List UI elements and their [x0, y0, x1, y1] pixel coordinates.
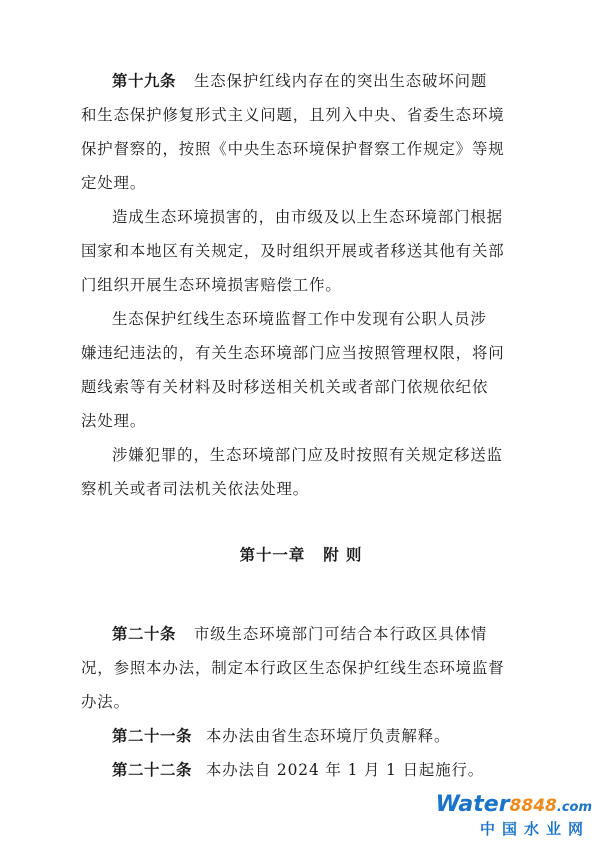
watermark-brand	[436, 792, 592, 821]
chapter-title: 附 则	[323, 546, 363, 564]
article-20-line-1	[81, 617, 521, 651]
article-19-para-2-line-3: 门组织开展生态环境损害赔偿工作。	[81, 276, 342, 294]
article-22-text: 本办法自 2024 年 1 月 1 日起施行。	[205, 761, 485, 779]
article-21-label: 第二十一条	[112, 727, 192, 745]
chapter-heading	[81, 538, 521, 572]
watermark-cn-name: 中国水业网	[479, 820, 590, 838]
article-19-para-4-line-1: 涉嫌犯罪的，生态环境部门应及时按照有关规定移送监	[112, 446, 503, 464]
article-19-para-3-line-1: 生态保护红线生态环境监督工作中发现有公职人员涉	[112, 310, 487, 328]
article-19-line-3: 保护督察的，按照《中央生态环境保护督察工作规定》等规	[81, 140, 505, 158]
article-22-line	[81, 753, 521, 787]
article-21-line	[81, 719, 521, 753]
article-20-line-3: 办法。	[81, 693, 130, 711]
article-20-label: 第二十条	[112, 625, 176, 643]
article-21-text: 本办法由省生态环境厅负责解释。	[205, 727, 451, 745]
article-19-line-2: 和生态保护修复形式主义问题，且列入中央、省委生态环境	[81, 106, 505, 124]
article-19-label: 第十九条	[112, 72, 176, 90]
article-19-para-3-line-3: 题线索等有关材料及时移送相关机关或者部门依规依纪依	[81, 378, 489, 396]
article-22-label: 第二十二条	[112, 761, 192, 779]
watermark-logo	[435, 792, 594, 842]
article-19-para-3-line-2: 嫌违纪违法的，有关生态环境部门应当按照管理权限，将问	[81, 344, 505, 362]
article-20-line-2: 况，参照本办法，制定本行政区生态保护红线生态环境监督	[81, 659, 505, 677]
article-19-line-4: 定处理。	[81, 174, 147, 192]
watermark-number: 8848	[509, 796, 557, 816]
article-19-para-2-line-2: 国家和本地区有关规定，及时组织开展或者移送其他有关部	[81, 242, 505, 260]
watermark-brand-word: Water	[435, 792, 510, 817]
article-19-para-3-line-4: 法处理。	[81, 412, 147, 430]
article-19-para-4-line-2: 察机关或者司法机关依法处理。	[81, 480, 310, 498]
article-19-text: 生态保护红线内存在的突出生态破坏问题	[193, 72, 488, 90]
article-19-para-2-line-1: 造成生态环境损害的，由市级及以上生态环境部门根据	[112, 208, 503, 226]
watermark-suffix: .com	[556, 800, 592, 815]
article-20-text: 市级生态环境部门可结合本行政区具体情	[193, 625, 488, 643]
document-body	[81, 64, 521, 787]
chapter-number: 第十一章	[239, 546, 306, 564]
article-19-line-1	[81, 64, 521, 98]
